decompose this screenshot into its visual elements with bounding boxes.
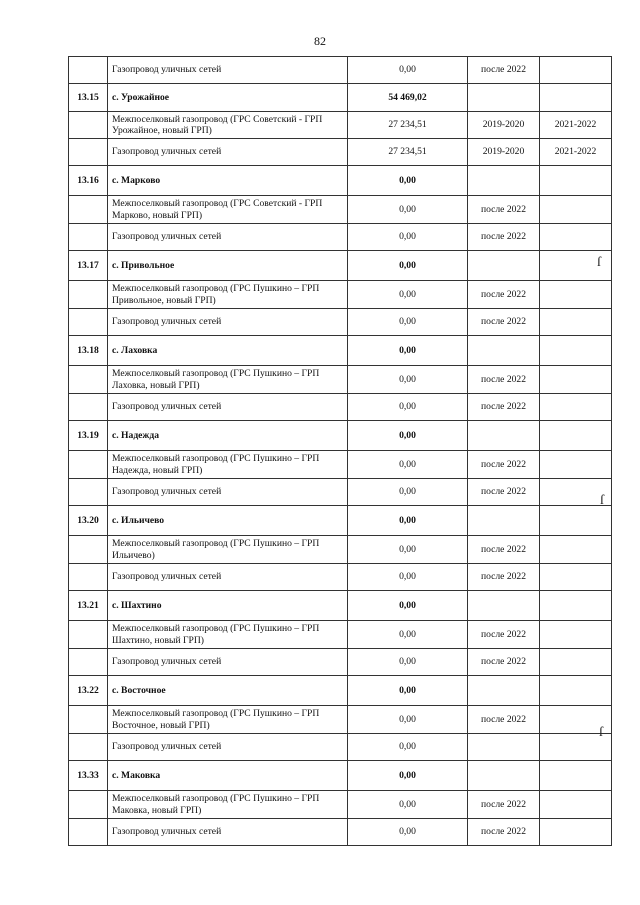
table-row: [69, 309, 612, 336]
row-cost: 0,00: [348, 536, 468, 564]
row-period-2: [540, 366, 612, 394]
row-period-1: [468, 506, 540, 536]
row-name: с. Надежда: [108, 421, 348, 451]
row-period-1: после 2022: [468, 451, 540, 479]
row-period-2: [540, 621, 612, 649]
pen-mark: ſ: [599, 725, 603, 740]
row-name: с. Привольное: [108, 251, 348, 281]
row-number: 13.18: [69, 336, 108, 366]
table-row: [69, 196, 612, 224]
row-number: 13.22: [69, 676, 108, 706]
row-name: Газопровод уличных сетей: [108, 819, 348, 846]
row-period-1: после 2022: [468, 196, 540, 224]
row-cost: 0,00: [348, 281, 468, 309]
page-number: 82: [314, 34, 326, 48]
row-number: 13.16: [69, 166, 108, 196]
row-number: 13.21: [69, 591, 108, 621]
row-name: Газопровод уличных сетей: [108, 734, 348, 761]
row-number: 13.33: [69, 761, 108, 791]
row-number: 13.19: [69, 421, 108, 451]
row-number: [69, 112, 108, 139]
row-cost: 0,00: [348, 479, 468, 506]
row-name: Межпоселковый газопровод (ГРС Пушкино – ГРП Шахтино, новый ГРП): [108, 621, 348, 649]
row-period-2: [540, 564, 612, 591]
row-number: [69, 366, 108, 394]
row-period-2: [540, 281, 612, 309]
settlement-row: [69, 506, 612, 536]
row-period-2: [540, 791, 612, 819]
row-number: [69, 224, 108, 251]
table-row: [69, 394, 612, 421]
row-period-1: [468, 84, 540, 112]
row-number: [69, 479, 108, 506]
table-row: [69, 621, 612, 649]
row-period-1: после 2022: [468, 224, 540, 251]
row-number: [69, 196, 108, 224]
row-name: с. Марково: [108, 166, 348, 196]
row-number: [69, 281, 108, 309]
row-name: Межпоселковый газопровод (ГРС Пушкино – ГРП Лаховка, новый ГРП): [108, 366, 348, 394]
row-period-2: [540, 166, 612, 196]
row-period-1: [468, 251, 540, 281]
row-period-1: 2019-2020: [468, 112, 540, 139]
row-period-1: [468, 166, 540, 196]
row-period-1: [468, 761, 540, 791]
row-period-1: после 2022: [468, 57, 540, 84]
row-name: Межпоселковый газопровод (ГРС Советский - ГРП Марково, новый ГРП): [108, 196, 348, 224]
row-period-2: 2021-2022: [540, 112, 612, 139]
row-name: Межпоселковый газопровод (ГРС Пушкино – ГРП Надежда, новый ГРП): [108, 451, 348, 479]
row-number: [69, 706, 108, 734]
row-cost: 0,00: [348, 761, 468, 791]
row-period-1: после 2022: [468, 479, 540, 506]
row-period-1: [468, 676, 540, 706]
settlement-row: [69, 166, 612, 196]
settlement-row: [69, 761, 612, 791]
row-period-2: 2021-2022: [540, 139, 612, 166]
table-row: [69, 57, 612, 84]
row-period-1: после 2022: [468, 819, 540, 846]
row-number: [69, 734, 108, 761]
row-number: [69, 819, 108, 846]
row-name: Газопровод уличных сетей: [108, 479, 348, 506]
row-cost: 0,00: [348, 336, 468, 366]
row-name: Газопровод уличных сетей: [108, 57, 348, 84]
row-number: [69, 649, 108, 676]
row-period-2: [540, 57, 612, 84]
pen-mark: ſ: [597, 255, 601, 270]
row-name: Газопровод уличных сетей: [108, 649, 348, 676]
row-name: с. Маковка: [108, 761, 348, 791]
row-period-1: [468, 336, 540, 366]
row-name: Межпоселковый газопровод (ГРС Пушкино – ГРП Восточное, новый ГРП): [108, 706, 348, 734]
row-name: Газопровод уличных сетей: [108, 564, 348, 591]
table-row: [69, 791, 612, 819]
row-period-1: после 2022: [468, 564, 540, 591]
settlement-row: [69, 421, 612, 451]
row-cost: 0,00: [348, 791, 468, 819]
row-period-1: [468, 421, 540, 451]
row-period-2: [540, 224, 612, 251]
row-name: Газопровод уличных сетей: [108, 394, 348, 421]
table-row: [69, 451, 612, 479]
table-row: [69, 281, 612, 309]
pen-mark: ſ: [600, 493, 604, 508]
row-number: [69, 791, 108, 819]
row-cost: 0,00: [348, 196, 468, 224]
row-name: Межпоселковый газопровод (ГРС Пушкино – ГРП Привольное, новый ГРП): [108, 281, 348, 309]
row-period-1: 2019-2020: [468, 139, 540, 166]
table-row: [69, 112, 612, 139]
row-cost: 0,00: [348, 676, 468, 706]
row-name: Газопровод уличных сетей: [108, 309, 348, 336]
row-cost: 0,00: [348, 251, 468, 281]
row-period-1: после 2022: [468, 281, 540, 309]
row-cost: 0,00: [348, 506, 468, 536]
settlement-row: [69, 251, 612, 281]
row-period-2: [540, 451, 612, 479]
row-name: Газопровод уличных сетей: [108, 224, 348, 251]
row-period-1: после 2022: [468, 649, 540, 676]
row-name: Межпоселковый газопровод (ГРС Пушкино – ГРП Маковка, новый ГРП): [108, 791, 348, 819]
row-number: 13.17: [69, 251, 108, 281]
row-name: с. Восточное: [108, 676, 348, 706]
row-cost: 0,00: [348, 621, 468, 649]
row-name: Газопровод уличных сетей: [108, 139, 348, 166]
row-period-1: [468, 591, 540, 621]
row-period-2: [540, 676, 612, 706]
table-row: [69, 536, 612, 564]
row-number: 13.20: [69, 506, 108, 536]
row-period-2: [540, 394, 612, 421]
row-period-2: [540, 309, 612, 336]
table-row: [69, 366, 612, 394]
row-period-1: после 2022: [468, 394, 540, 421]
settlement-row: [69, 336, 612, 366]
row-name: с. Урожайное: [108, 84, 348, 112]
row-cost: 0,00: [348, 309, 468, 336]
row-cost: 0,00: [348, 366, 468, 394]
row-period-2: [540, 84, 612, 112]
row-cost: 0,00: [348, 224, 468, 251]
gas-pipeline-table: [68, 56, 612, 846]
row-name: Межпоселковый газопровод (ГРС Пушкино – ГРП Ильичево): [108, 536, 348, 564]
row-cost: 27 234,51: [348, 139, 468, 166]
row-period-2: [540, 196, 612, 224]
settlement-row: [69, 591, 612, 621]
row-name: с. Шахтино: [108, 591, 348, 621]
row-period-1: после 2022: [468, 536, 540, 564]
row-number: [69, 451, 108, 479]
row-number: [69, 394, 108, 421]
row-number: 13.15: [69, 84, 108, 112]
row-cost: 0,00: [348, 564, 468, 591]
row-period-1: после 2022: [468, 706, 540, 734]
row-period-2: [540, 536, 612, 564]
table-row: [69, 734, 612, 761]
row-period-1: [468, 734, 540, 761]
table-row: [69, 819, 612, 846]
row-cost: 0,00: [348, 734, 468, 761]
settlement-row: [69, 84, 612, 112]
row-period-2: [540, 819, 612, 846]
row-period-2: [540, 649, 612, 676]
row-period-2: [540, 761, 612, 791]
table-row: [69, 479, 612, 506]
row-cost: 0,00: [348, 451, 468, 479]
row-cost: 0,00: [348, 421, 468, 451]
table-row: [69, 649, 612, 676]
row-name: Межпоселковый газопровод (ГРС Советский - ГРП Урожайное, новый ГРП): [108, 112, 348, 139]
row-period-1: после 2022: [468, 309, 540, 336]
row-cost: 0,00: [348, 591, 468, 621]
row-period-2: [540, 421, 612, 451]
row-cost: 0,00: [348, 706, 468, 734]
row-cost: 0,00: [348, 57, 468, 84]
row-period-1: после 2022: [468, 366, 540, 394]
row-period-2: [540, 336, 612, 366]
row-cost: 0,00: [348, 166, 468, 196]
row-number: [69, 536, 108, 564]
row-number: [69, 57, 108, 84]
table-row: [69, 139, 612, 166]
row-name: с. Лаховка: [108, 336, 348, 366]
row-period-1: после 2022: [468, 621, 540, 649]
row-number: [69, 621, 108, 649]
row-number: [69, 139, 108, 166]
table-row: [69, 224, 612, 251]
row-cost: 54 469,02: [348, 84, 468, 112]
row-period-2: [540, 506, 612, 536]
row-number: [69, 309, 108, 336]
row-period-2: [540, 591, 612, 621]
row-name: с. Ильичево: [108, 506, 348, 536]
table-row: [69, 706, 612, 734]
row-number: [69, 564, 108, 591]
table-row: [69, 564, 612, 591]
row-cost: 27 234,51: [348, 112, 468, 139]
settlement-row: [69, 676, 612, 706]
row-cost: 0,00: [348, 819, 468, 846]
table-body: [69, 57, 612, 846]
row-period-1: после 2022: [468, 791, 540, 819]
row-cost: 0,00: [348, 649, 468, 676]
row-cost: 0,00: [348, 394, 468, 421]
